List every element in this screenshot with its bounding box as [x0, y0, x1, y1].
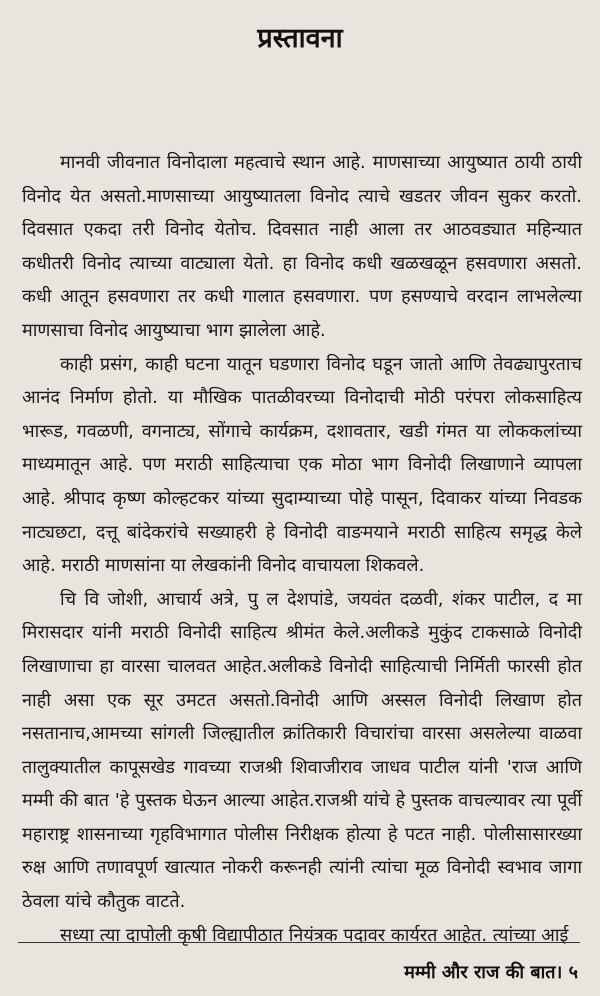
- paragraph: काही प्रसंग, काही घटना यातून घडणारा विनोद घडून जातो आणि तेवढ्यापुरताच आनंद निर्माण होतो. या मौखिक पातळीवरच्या विनोदाची मोठी परंपरा लोकसाहित्य भारूड, गवळणी, वगनाट्य, सोंगाचे कार्यक्रम, दशावतार, खडी गंमत या लोककलांच्या माध्यमातून आहे. पण मराठी साहित्याचा एक मोठा भाग विनोदी लिखाणाने व्यापला आहे. श्रीपाद कृष्ण कोल्हटकर यांच्या सुदाम्याच्या पोहे पासून, दिवाकर यांच्या निवडक नाट्यछटा, दत्तू बांदेकरांचे सख्याहरी हे विनोदी वाङमयाने मराठी साहित्य समृद्ध केले आहे. मराठी माणसांना या लेखकांनी विनोद वाचायला शिकवले.: [22, 353, 582, 577]
- page-body: [22, 146, 582, 952]
- paragraph: सध्या त्या दापोली कृषी विद्यापीठात नियंत्रक पदावर कार्यरत आहेत. त्यांच्या आई: [60, 924, 569, 946]
- footer-divider: [18, 942, 580, 943]
- paragraph: मानवी जीवनात विनोदाला महत्वाचे स्थान आहे. माणसाच्या आयुष्यात ठायी ठायी विनोद येत असतो.माणसाच्या आयुष्यातला विनोद त्याचे खडतर जीवन सुकर करतो. दिवसात एकदा तरी विनोद येतोच. दिवसात नाही आला तर आठवड्यात महिन्यात कधीतरी विनोद त्याच्या वाट्याला येतो. हा विनोद कधी खळखळून हसवणारा असतो. कधी आतून हसवणारा तर कधी गालात हसवणारा. पण हसण्याचे वरदान लाभलेल्या माणसाचा विनोद आयुष्याचा भाग झालेला आहे.: [22, 152, 582, 341]
- paragraph: चि वि जोशी, आचार्य अत्रे, पु ल देशपांडे, जयवंत दळवी, शंकर पाटील, द मा मिरासदार यांनी मराठी विनोदी साहित्य श्रीमंत केले.अलीकडे मुकुंद टाकसाळे विनोदी लिखाणाचा हा वारसा चालवत आहेत.अलीकडे विनोदी साहित्याची निर्मिती फारसी होत नाही असा एक सूर उमटत असतो.विनोदी आणि अस्सल विनोदी लिखाण होत नसतानाच,आमच्या सांगली जिल्ह्यातील क्रांतिकारी विचारांचा वारसा असलेल्या वाळवा तालुक्यातील कापूसखेड गावच्या राजश्री शिवाजीराव जाधव पाटील यांनी 'राज आणि मम्मी की बात 'हे पुस्तक घेऊन आल्या आहेत.राजश्री यांचे हे पुस्तक वाचल्यावर त्या पूर्वी महाराष्ट्र शासनाच्या गृहविभागात पोलीस निरीक्षक होत्या हे पटत नाही. पोलीसासारख्या रुक्ष आणि तणावपूर्ण खात्यात नोकरी करूनही त्यांनी त्यांचा मूळ विनोदी स्वभाव जागा ठेवला यांचे कौतुक वाटते.: [22, 588, 582, 913]
- page-footer: मम्मी और राज की बात। ५: [404, 962, 578, 983]
- page-title: प्रस्तावना: [257, 23, 343, 54]
